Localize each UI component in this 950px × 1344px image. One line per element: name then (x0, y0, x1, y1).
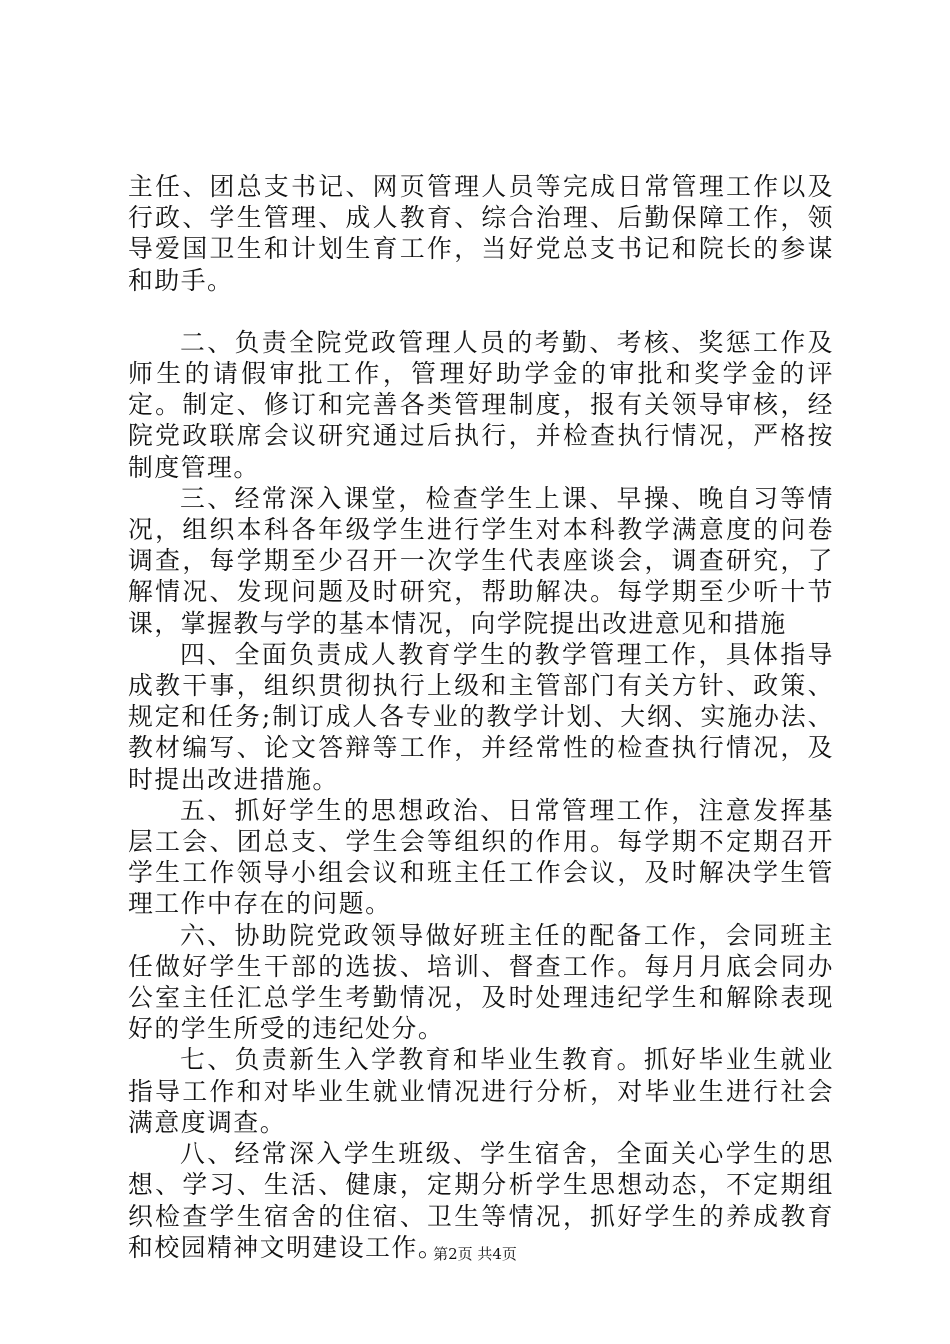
paragraph-continuation: 主任、团总支书记、网页管理人员等完成日常管理工作以及行政、学生管理、成人教育、综合治理、后勤保障工作，领导爱国卫生和计划生育工作，当好党总支书记和院长的参谋和助手。 (128, 172, 834, 295)
paragraph-item-5: 五、抓好学生的思想政治、日常管理工作，注意发挥基层工会、团总支、学生会等组织的作用。每学期不定期召开学生工作领导小组会议和班主任工作会议，及时解决学生管理工作中存在的问题。 (128, 795, 834, 919)
paragraph-item-3: 三、经常深入课堂，检查学生上课、早操、晚自习等情况，组织本科各年级学生进行学生对本科教学满意度的问卷调查，每学期至少召开一次学生代表座谈会，调查研究，了解情况、发现问题及时研究，帮助解决。每学期至少听十节课，掌握教与学的基本情况，向学院提出改进意见和措施 (128, 483, 834, 638)
document-body (128, 171, 834, 1263)
paragraph-item-6: 六、协助院党政领导做好班主任的配备工作，会同班主任做好学生干部的选拔、培训、督查工作。每月月底会同办公室主任汇总学生考勤情况，及时处理违纪学生和解除表现好的学生所受的违纪处分。 (128, 920, 834, 1044)
paragraph-item-7: 七、负责新生入学教育和毕业生教育。抓好毕业生就业指导工作和对毕业生就业情况进行分析，对毕业生进行社会满意度调查。 (128, 1045, 834, 1137)
page-number-footer: 第2页 共4页 (433, 1245, 517, 1263)
paragraph-item-2: 二、负责全院党政管理人员的考勤、考核、奖惩工作及师生的请假审批工作，管理好助学金的审批和奖学金的评定。制定、修订和完善各类管理制度，报有关领导审核，经院党政联席会议研究通过后执行，并检查执行情况，严格按制度管理。 (128, 327, 834, 482)
paragraph-item-4: 四、全面负责成人教育学生的教学管理工作，具体指导成教干事，组织贯彻执行上级和主管部门有关方针、政策、规定和任务;制订成人各专业的教学计划、大纲、实施办法、教材编写、论文答辩等工作，并经常性的检查执行情况，及时提出改进措施。 (128, 639, 834, 794)
paragraph-item-8: 八、经常深入学生班级、学生宿舍，全面关心学生的思想、学习、生活、健康，定期分析学生思想动态，不定期组织检查学生宿舍的住宿、卫生等情况，抓好学生的养成教育和校园精神文明建设工作。 (128, 1139, 834, 1262)
